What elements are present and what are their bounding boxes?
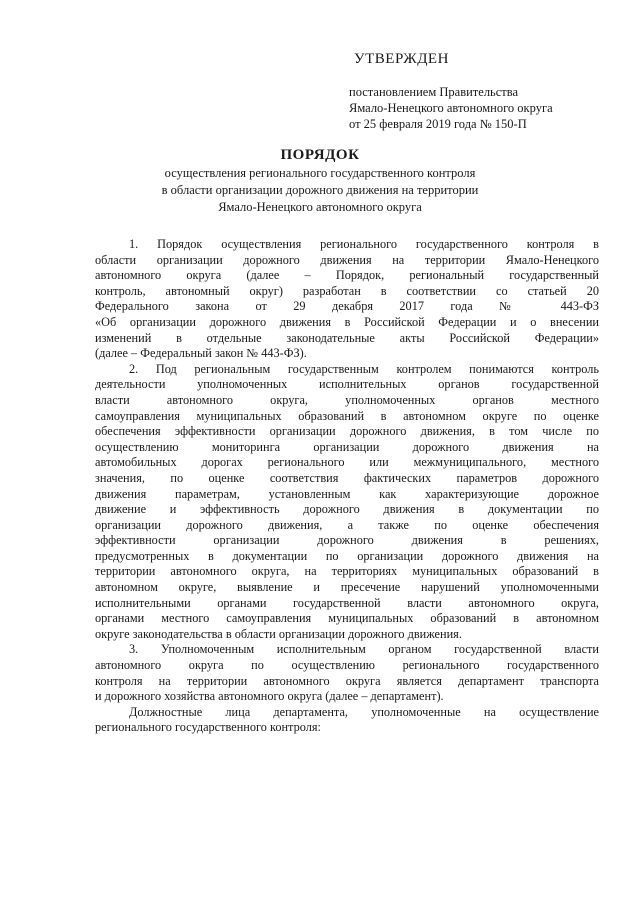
document-body bbox=[95, 237, 599, 736]
paragraph-2-line: органами местного самоуправления муниципальных образований в автономном bbox=[95, 611, 599, 626]
paragraph-2-line: движение и эффективность дорожного движения в документации по bbox=[95, 502, 599, 517]
document-title: ПОРЯДОК bbox=[280, 147, 360, 163]
paragraph-3-line: 3. Уполномоченным исполнительным органом государственной власти bbox=[129, 642, 599, 657]
paragraph-1-line: Федерального закона от 29 декабря 2017 года № 443-ФЗ bbox=[95, 299, 599, 314]
paragraph-2-line: предусмотренных в документации по организации дорожного движения на bbox=[95, 548, 599, 563]
paragraph-2-line: 2. Под региональным государственным контролем понимаются контроль bbox=[129, 361, 599, 376]
paragraph-2-line: эффективности организации дорожного движения в решениях, bbox=[95, 533, 599, 548]
paragraph-2-line: обеспечения эффективности организации дорожного движения, в том числе по bbox=[95, 424, 599, 439]
paragraph-3-line: автономного округа по осуществлению регионального государственного bbox=[95, 658, 599, 673]
approval-line: Ямало-Ненецкого автономного округа bbox=[349, 101, 553, 115]
paragraph-2-line: власти автономного округа, уполномоченных органов местного bbox=[95, 392, 599, 407]
approval-line: постановлением Правительства bbox=[349, 85, 519, 99]
paragraph-2-line: автомобильных дорогах регионального или межмуниципального, местного bbox=[95, 455, 599, 470]
paragraph-2-line: самоуправления муниципальных образований в автономном округе по оценке bbox=[95, 408, 599, 423]
paragraph-2-line: территории автономного округа, на территориях муниципальных образований в bbox=[95, 564, 599, 579]
approval-block bbox=[349, 84, 553, 132]
document-subtitle bbox=[0, 165, 640, 216]
approval-line: от 25 февраля 2019 года № 150-П bbox=[349, 117, 527, 131]
paragraph-4-line: регионального государственного контроля: bbox=[95, 720, 321, 735]
paragraph-2-line: исполнительными органами государственной власти автономного округа, bbox=[95, 595, 599, 610]
paragraph-2-line: автономном округе, выявление и пресечение нарушений уполномоченными bbox=[95, 580, 599, 595]
paragraph-1-line: автономного округа (далее – Порядок, региональный государственный bbox=[95, 268, 599, 283]
paragraph-2-line: движения параметрам, установленным как характеризующие дорожное bbox=[95, 486, 599, 501]
paragraph-2-line: значения, по оценке соответствия фактических параметров дорожного bbox=[95, 470, 599, 485]
paragraph-2-line: осуществлению мониторинга организации дорожного движения на bbox=[95, 439, 599, 454]
paragraph-3-line: и дорожного хозяйства автономного округа (далее – департамент). bbox=[95, 689, 444, 704]
paragraph-2-line: деятельности уполномоченных исполнительных органов государственной bbox=[95, 377, 599, 392]
subtitle-line: в области организации дорожного движения на территории bbox=[161, 183, 479, 197]
paragraph-2-line: организации дорожного движения, а также по оценке обеспечения bbox=[95, 517, 599, 532]
paragraph-3-line: контроля на территории автономного округа является департамент транспорта bbox=[95, 673, 599, 688]
paragraph-1-line: контроль, автономный округ) разработан в соответствии со статьей 20 bbox=[95, 283, 599, 298]
paragraph-1-line: области организации дорожного движения на территории Ямало-Ненецкого bbox=[95, 252, 599, 267]
paragraph-2-line: округе законодательства в области организации дорожного движения. bbox=[95, 626, 462, 641]
paragraph-4-line: Должностные лица департамента, уполномоченные на осуществление bbox=[129, 704, 599, 719]
paragraph-1-line: 1. Порядок осуществления регионального государственного контроля в bbox=[129, 237, 599, 251]
approval-stamp-title: УТВЕРЖДЕН bbox=[354, 51, 449, 67]
subtitle-line: осуществления регионального государственного контроля bbox=[164, 166, 476, 180]
subtitle-line: Ямало-Ненецкого автономного округа bbox=[218, 200, 422, 214]
paragraph-1-line: (далее – Федеральный закон № 443-ФЗ). bbox=[95, 346, 307, 361]
paragraph-1-line: «Об организации дорожного движения в Российской Федерации и о внесении bbox=[95, 314, 599, 329]
paragraph-1-line: изменений в отдельные законодательные акты Российской Федерации» bbox=[95, 330, 599, 345]
